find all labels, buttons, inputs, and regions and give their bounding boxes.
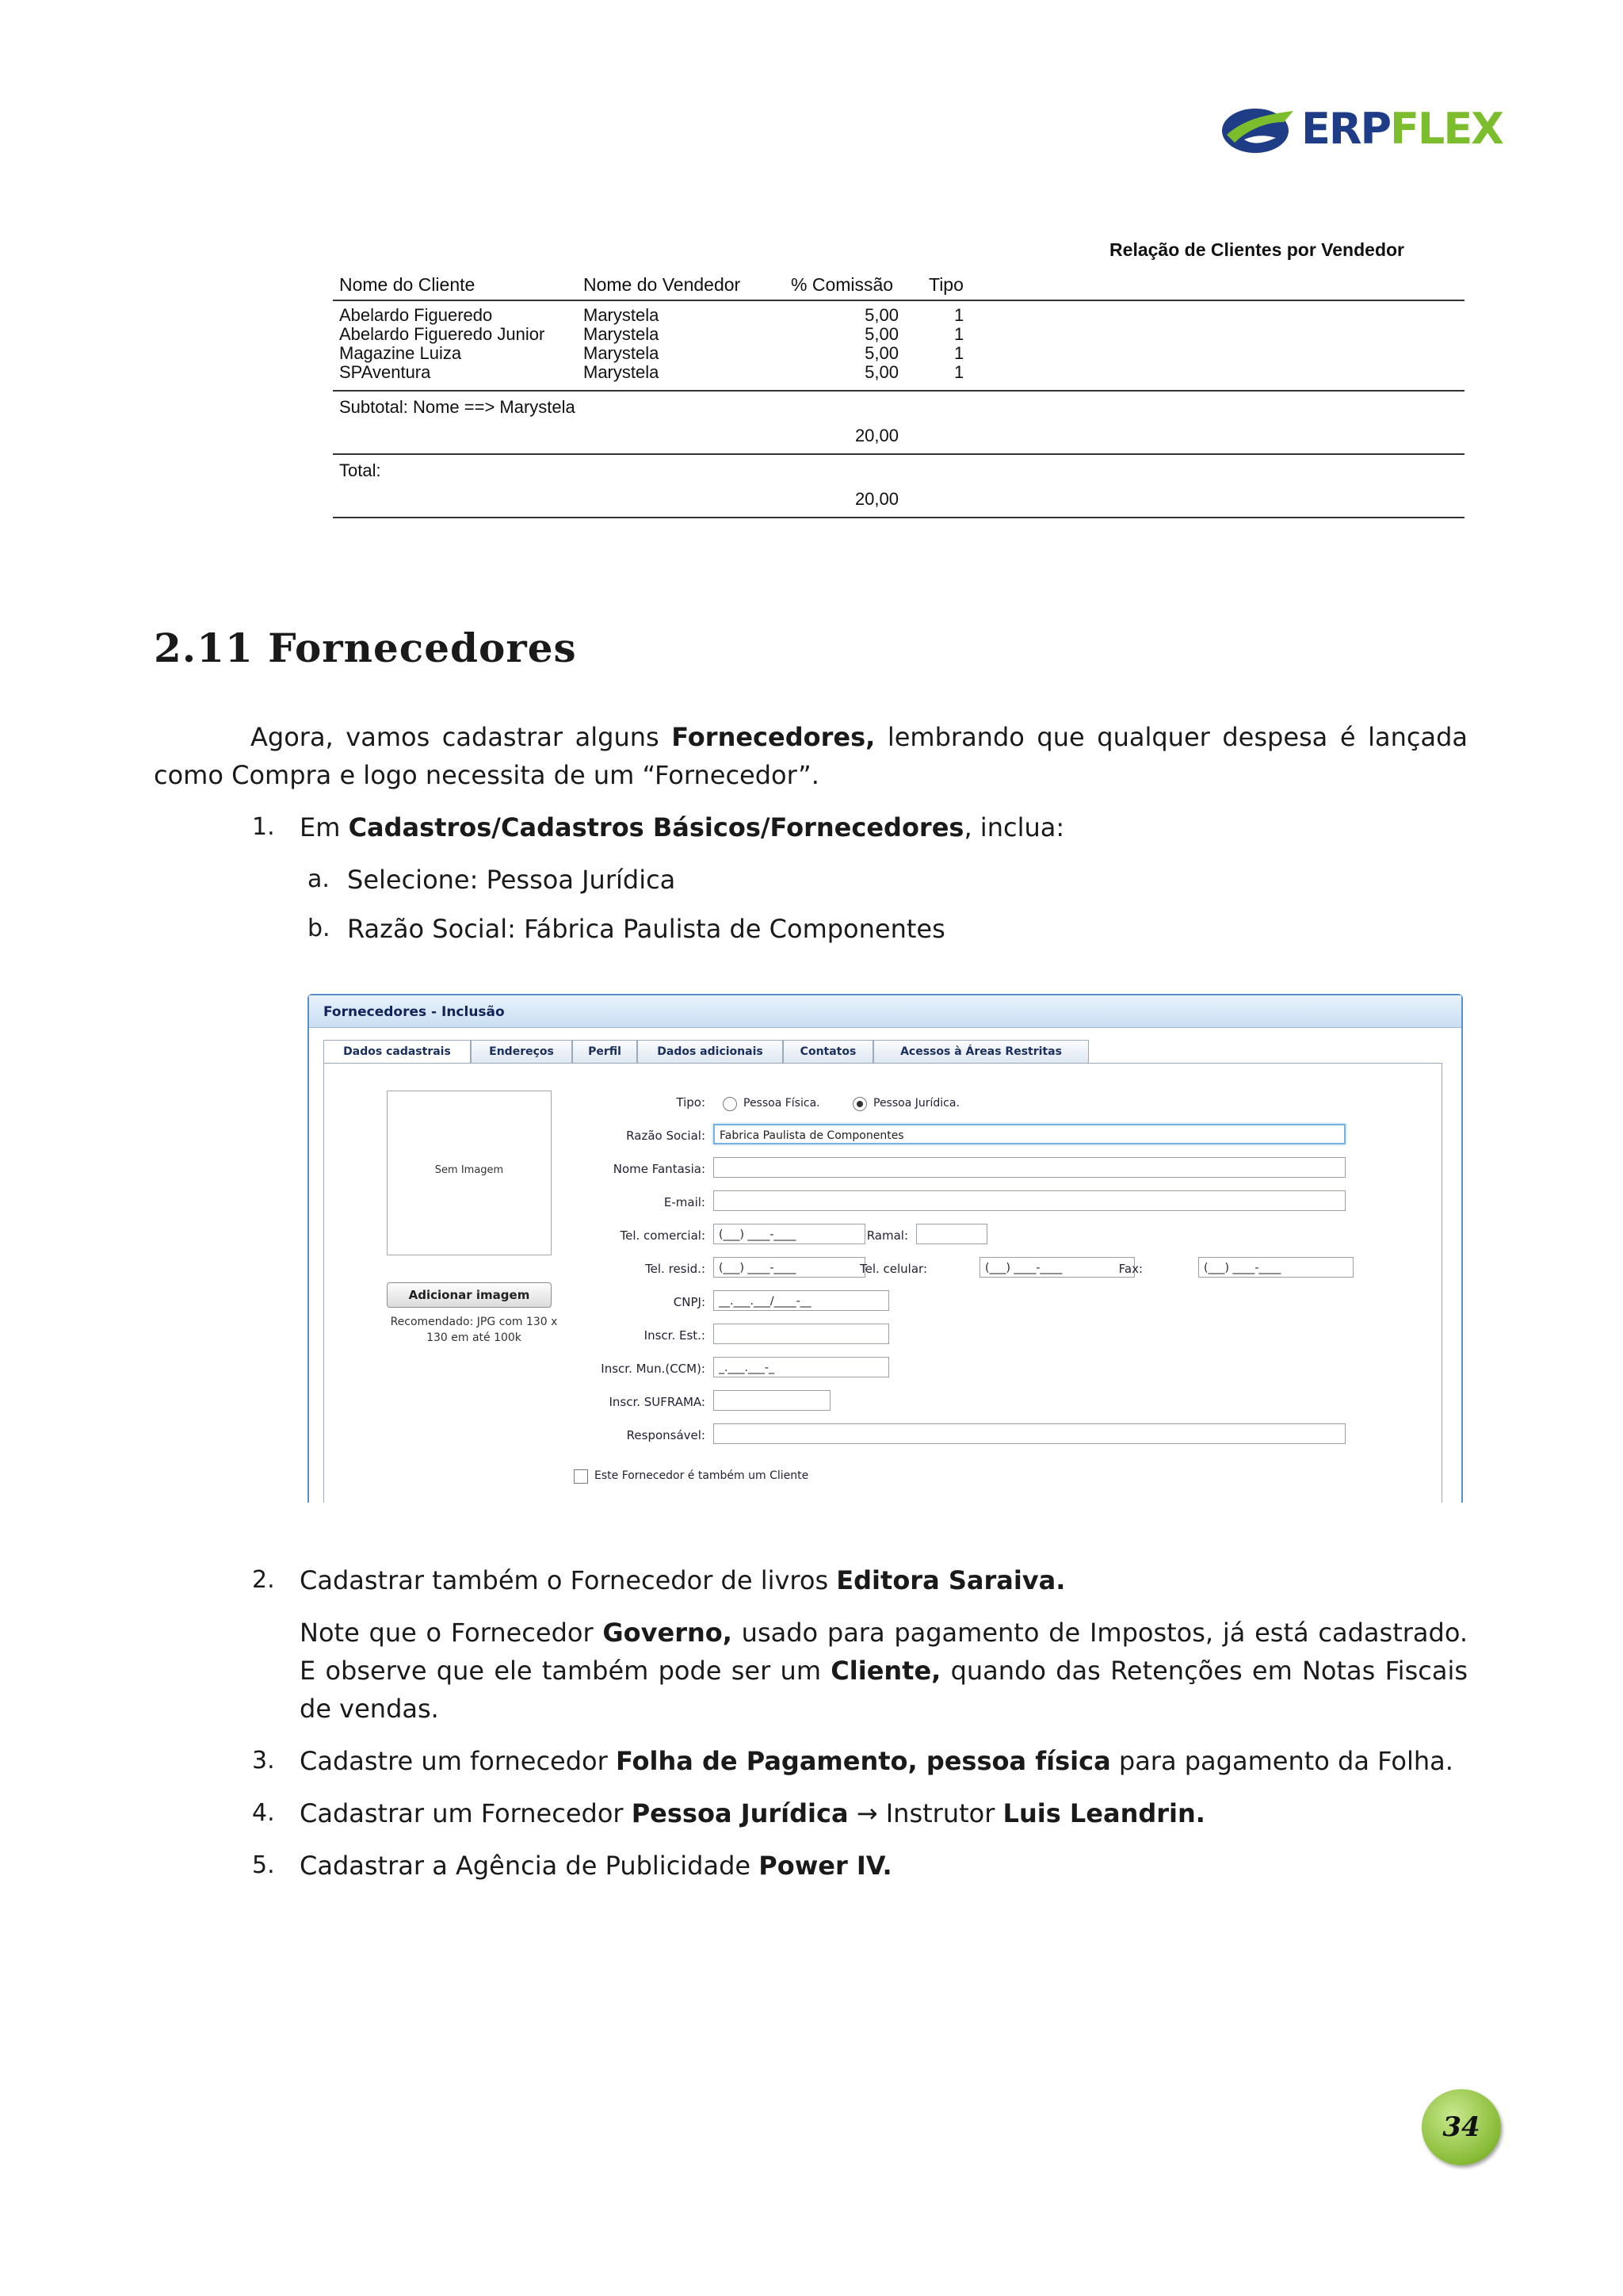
row-comissao: 5,00 <box>865 343 899 363</box>
report-title: Relação de Clientes por Vendedor <box>1109 239 1404 260</box>
fornecedor-cliente-label: Este Fornecedor é também um Cliente <box>594 1469 809 1482</box>
sub-item-a: a. Selecione: Pessoa Jurídica <box>307 865 676 895</box>
ramal-input[interactable] <box>916 1224 987 1244</box>
tab-perfil[interactable]: Perfil <box>572 1040 637 1063</box>
cnpj-label: CNPJ: <box>673 1295 705 1309</box>
row-tipo: 1 <box>954 343 964 363</box>
row-vendedor: Marystela <box>583 362 659 382</box>
list-item-5: 5. Cadastrar a Agência de Publicidade Power IV. <box>252 1851 892 1881</box>
inscr-est-input[interactable] <box>713 1324 889 1344</box>
tel-celular-label: Tel. celular: <box>859 1262 927 1276</box>
erpflex-logo <box>1220 101 1503 157</box>
tab-dados-cadastrais[interactable]: Dados cadastrais <box>323 1040 471 1064</box>
row-cliente: SPAventura <box>339 362 431 382</box>
tab-contatos[interactable]: Contatos <box>783 1040 873 1063</box>
pessoa-juridica-radio[interactable] <box>853 1097 867 1111</box>
responsavel-input[interactable] <box>713 1423 1346 1444</box>
tel-comercial-input[interactable]: (___) ____-____ <box>713 1224 865 1244</box>
governo-note: Note que o Fornecedor Governo, usado para pagamento de Impostos, já está cadastrado. E observe que ele também pode ser um Cliente, quando das Retenções em Notas Fiscais de vendas. <box>300 1618 1468 1724</box>
suframa-input[interactable] <box>713 1390 831 1411</box>
page-number: 34 <box>1422 2089 1501 2165</box>
row-tipo: 1 <box>954 362 964 382</box>
header-rule <box>333 300 1465 301</box>
pessoa-fisica-radio[interactable] <box>723 1097 737 1111</box>
email-label: E-mail: <box>663 1195 705 1209</box>
cnpj-input[interactable]: __.___.___/____-__ <box>713 1290 889 1311</box>
tel-comercial-label: Tel. comercial: <box>620 1228 705 1243</box>
logo-wordmark: ERPFLEX <box>1301 104 1503 154</box>
pessoa-juridica-label: Pessoa Jurídica. <box>873 1097 960 1110</box>
fornecedor-cliente-checkbox[interactable] <box>574 1469 588 1484</box>
tab-dados-adicionais[interactable]: Dados adicionais <box>637 1040 783 1063</box>
window-titlebar <box>309 995 1461 1028</box>
inscr-est-label: Inscr. Est.: <box>643 1328 705 1343</box>
email-input[interactable] <box>713 1190 1346 1211</box>
list-item-4: 4. Cadastrar um Fornecedor Pessoa Jurídica → Instrutor Luis Leandrin. <box>252 1798 1205 1828</box>
responsavel-label: Responsável: <box>626 1428 705 1442</box>
total-label: Total: <box>339 460 381 480</box>
pessoa-fisica-label: Pessoa Física. <box>743 1097 820 1110</box>
razao-social-input[interactable]: Fabrica Paulista de Componentes <box>713 1124 1346 1144</box>
tel-celular-input[interactable]: (___) ____-____ <box>980 1257 1135 1278</box>
tel-resid-input[interactable]: (___) ____-____ <box>713 1257 865 1278</box>
bottom-rule <box>333 517 1465 518</box>
row-comissao: 5,00 <box>865 362 899 382</box>
row-comissao: 5,00 <box>865 305 899 325</box>
tipo-label: Tipo: <box>676 1095 705 1110</box>
row-cliente: Abelardo Figueredo <box>339 305 493 325</box>
nome-fantasia-label: Nome Fantasia: <box>613 1162 705 1176</box>
row-cliente: Abelardo Figueredo Junior <box>339 324 545 344</box>
col-header-tipo: Tipo <box>929 274 964 295</box>
col-header-comissao: % Comissão <box>791 274 894 295</box>
image-placeholder-text: Sem Imagem <box>434 1164 504 1176</box>
tab-acessos-restritas[interactable]: Acessos à Áreas Restritas <box>873 1040 1089 1063</box>
row-vendedor: Marystela <box>583 343 659 363</box>
image-preview <box>387 1091 552 1255</box>
inscr-mun-label: Inscr. Mun.(CCM): <box>601 1362 705 1376</box>
window-title: Fornecedores - Inclusão <box>323 1004 505 1020</box>
subtotal-value: 20,00 <box>854 426 899 445</box>
tab-enderecos[interactable]: Endereços <box>471 1040 572 1063</box>
add-image-button[interactable]: Adicionar imagem <box>387 1282 552 1308</box>
total-value: 20,00 <box>854 489 899 509</box>
fornecedores-form-screenshot <box>304 988 1465 1503</box>
form-window <box>307 994 1463 1503</box>
subtotal-label: Subtotal: Nome ==> Marystela <box>339 397 575 417</box>
row-tipo: 1 <box>954 305 964 325</box>
clientes-por-vendedor-report <box>333 235 1465 520</box>
fax-label: Fax: <box>1118 1262 1143 1276</box>
total-rule <box>333 453 1465 455</box>
row-tipo: 1 <box>954 324 964 344</box>
section-title: 2.11 Fornecedores <box>154 625 577 671</box>
ramal-label: Ramal: <box>866 1228 908 1243</box>
inscr-mun-input[interactable]: _.___.___-_ <box>713 1357 889 1377</box>
suframa-label: Inscr. SUFRAMA: <box>609 1395 705 1409</box>
row-comissao: 5,00 <box>865 324 899 344</box>
sub-item-b: b. Razão Social: Fábrica Paulista de Componentes <box>307 914 945 944</box>
list-item-3: 3. Cadastre um fornecedor Folha de Pagamento, pessoa física para pagamento da Folha. <box>252 1746 1453 1776</box>
intro-paragraph: Agora, vamos cadastrar alguns Fornecedores, lembrando que qualquer despesa é lançada como Compra e logo necessita de um “Fornecedor”. <box>154 722 1468 790</box>
razao-social-label: Razão Social: <box>626 1129 705 1143</box>
tel-resid-label: Tel. resid.: <box>645 1262 705 1276</box>
row-vendedor: Marystela <box>583 305 659 325</box>
list-item-1: 1. Em Cadastros/Cadastros Básicos/Fornecedores, inclua: <box>252 812 1065 842</box>
row-vendedor: Marystela <box>583 324 659 344</box>
col-header-vendedor: Nome do Vendedor <box>583 274 741 295</box>
fax-input[interactable]: (___) ____-____ <box>1198 1257 1354 1278</box>
arrow-icon: → <box>848 1798 886 1828</box>
list-item-2: 2. Cadastrar também o Fornecedor de livros Editora Saraiva. <box>252 1565 1066 1595</box>
image-recommendation: Recomendado: JPG com 130 x 130 em até 100k <box>390 1316 558 1344</box>
row-cliente: Magazine Luiza <box>339 343 462 363</box>
erpflex-swoosh-icon <box>1220 103 1296 155</box>
subtotal-rule <box>333 390 1465 392</box>
col-header-cliente: Nome do Cliente <box>339 274 475 295</box>
nome-fantasia-input[interactable] <box>713 1157 1346 1178</box>
